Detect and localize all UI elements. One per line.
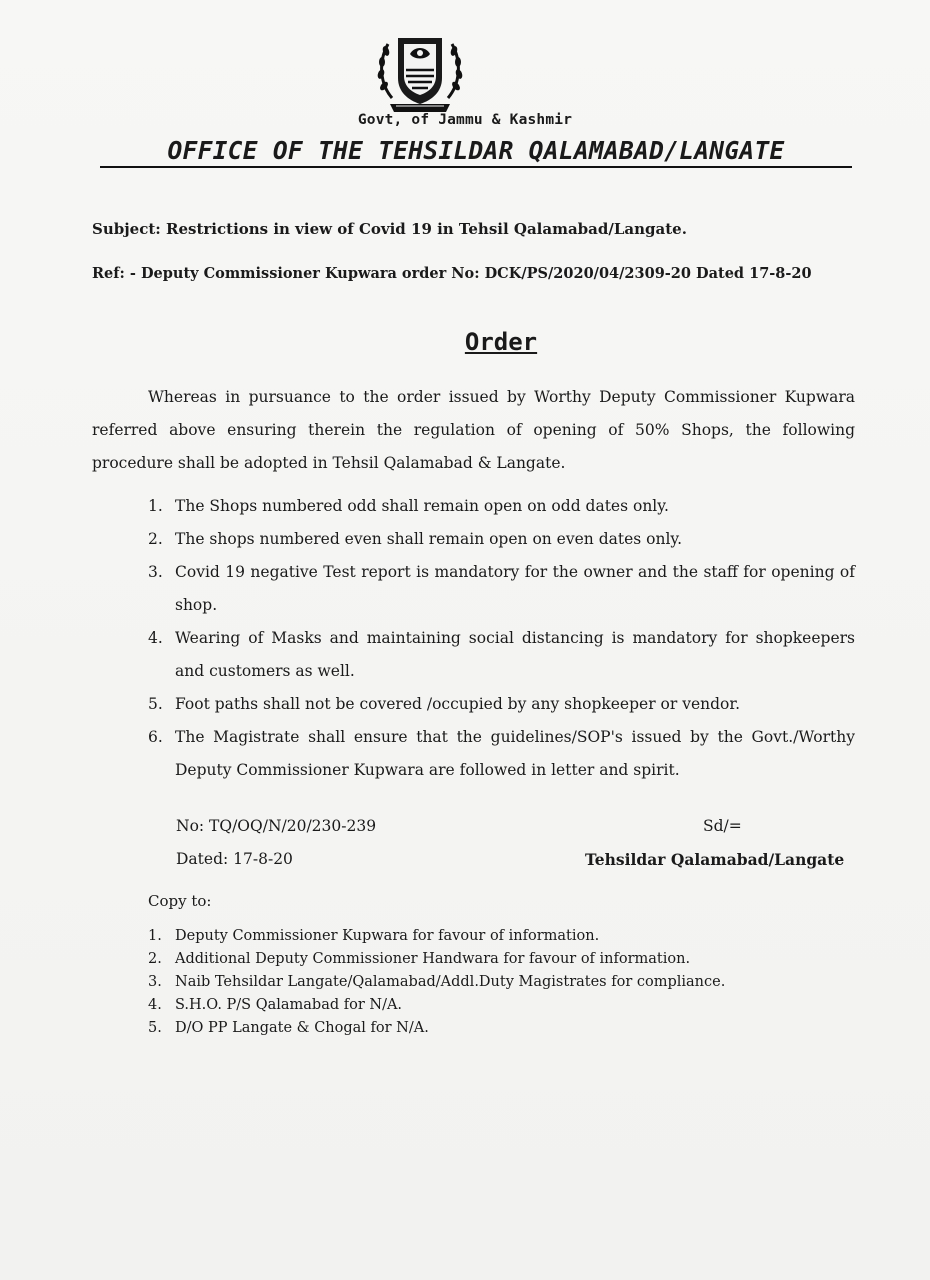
list-item: 5. Foot paths shall not be covered /occupied by any shopkeeper or vendor. — [148, 695, 741, 713]
list-item: 4. Wearing of Masks and maintaining social distancing is mandatory for shopkeepers and customers as well. — [148, 629, 855, 680]
list-item: 3. Covid 19 negative Test report is mandatory for the owner and the staff for opening of shop. — [148, 563, 855, 614]
order-date: Dated: 17-8-20 — [176, 850, 293, 868]
list-item: 6. The Magistrate shall ensure that the guidelines/SOP's issued by the Govt./Worthy Deputy Commissioner Kupwara are followed in letter and spirit. — [148, 728, 855, 779]
order-number: No: TQ/OQ/N/20/230-239 — [176, 817, 377, 835]
list-item: 3. Naib Tehsildar Langate/Qalamabad/Addl.Duty Magistrates for compliance. — [148, 974, 726, 990]
order-steps-list — [148, 490, 855, 787]
copy-to-label: Copy to: — [148, 892, 212, 910]
list-item: 2. Additional Deputy Commissioner Handwara for favour of information. — [148, 951, 691, 967]
order-heading: Order — [464, 328, 538, 356]
government-name: Govt, of Jammu & Kashmir — [357, 112, 573, 128]
list-item: 2. The shops numbered even shall remain open on even dates only. — [148, 530, 683, 548]
subject-line: Subject: Restrictions in view of Covid 19 in Tehsil Qalamabad/Langate. — [92, 220, 687, 238]
copy-to-list — [148, 925, 725, 1040]
office-title: OFFICE OF THE TEHSILDAR QALAMABAD/LANGATE — [100, 136, 852, 168]
signature-mark: Sd/= — [703, 817, 742, 835]
signatory-title: Tehsildar Qalamabad/Langate — [585, 850, 845, 869]
list-item: 4. S.H.O. P/S Qalamabad for N/A. — [148, 997, 403, 1013]
list-item: 1. Deputy Commissioner Kupwara for favour of information. — [148, 928, 600, 944]
list-item: 5. D/O PP Langate & Chogal for N/A. — [148, 1020, 429, 1036]
government-emblem-icon — [372, 20, 468, 118]
order-paragraph: Whereas in pursuance to the order issued by Worthy Deputy Commissioner Kupwara referred above ensuring therein the regulation of opening of 50% Shops, the following procedure shall be adopted in Tehsil Qalamabad & Langate. — [92, 388, 855, 472]
reference-line: Ref: - Deputy Commissioner Kupwara order No: DCK/PS/2020/04/2309-20 Dated 17-8-20 — [92, 265, 812, 282]
list-item: 1. The Shops numbered odd shall remain open on odd dates only. — [148, 497, 669, 515]
